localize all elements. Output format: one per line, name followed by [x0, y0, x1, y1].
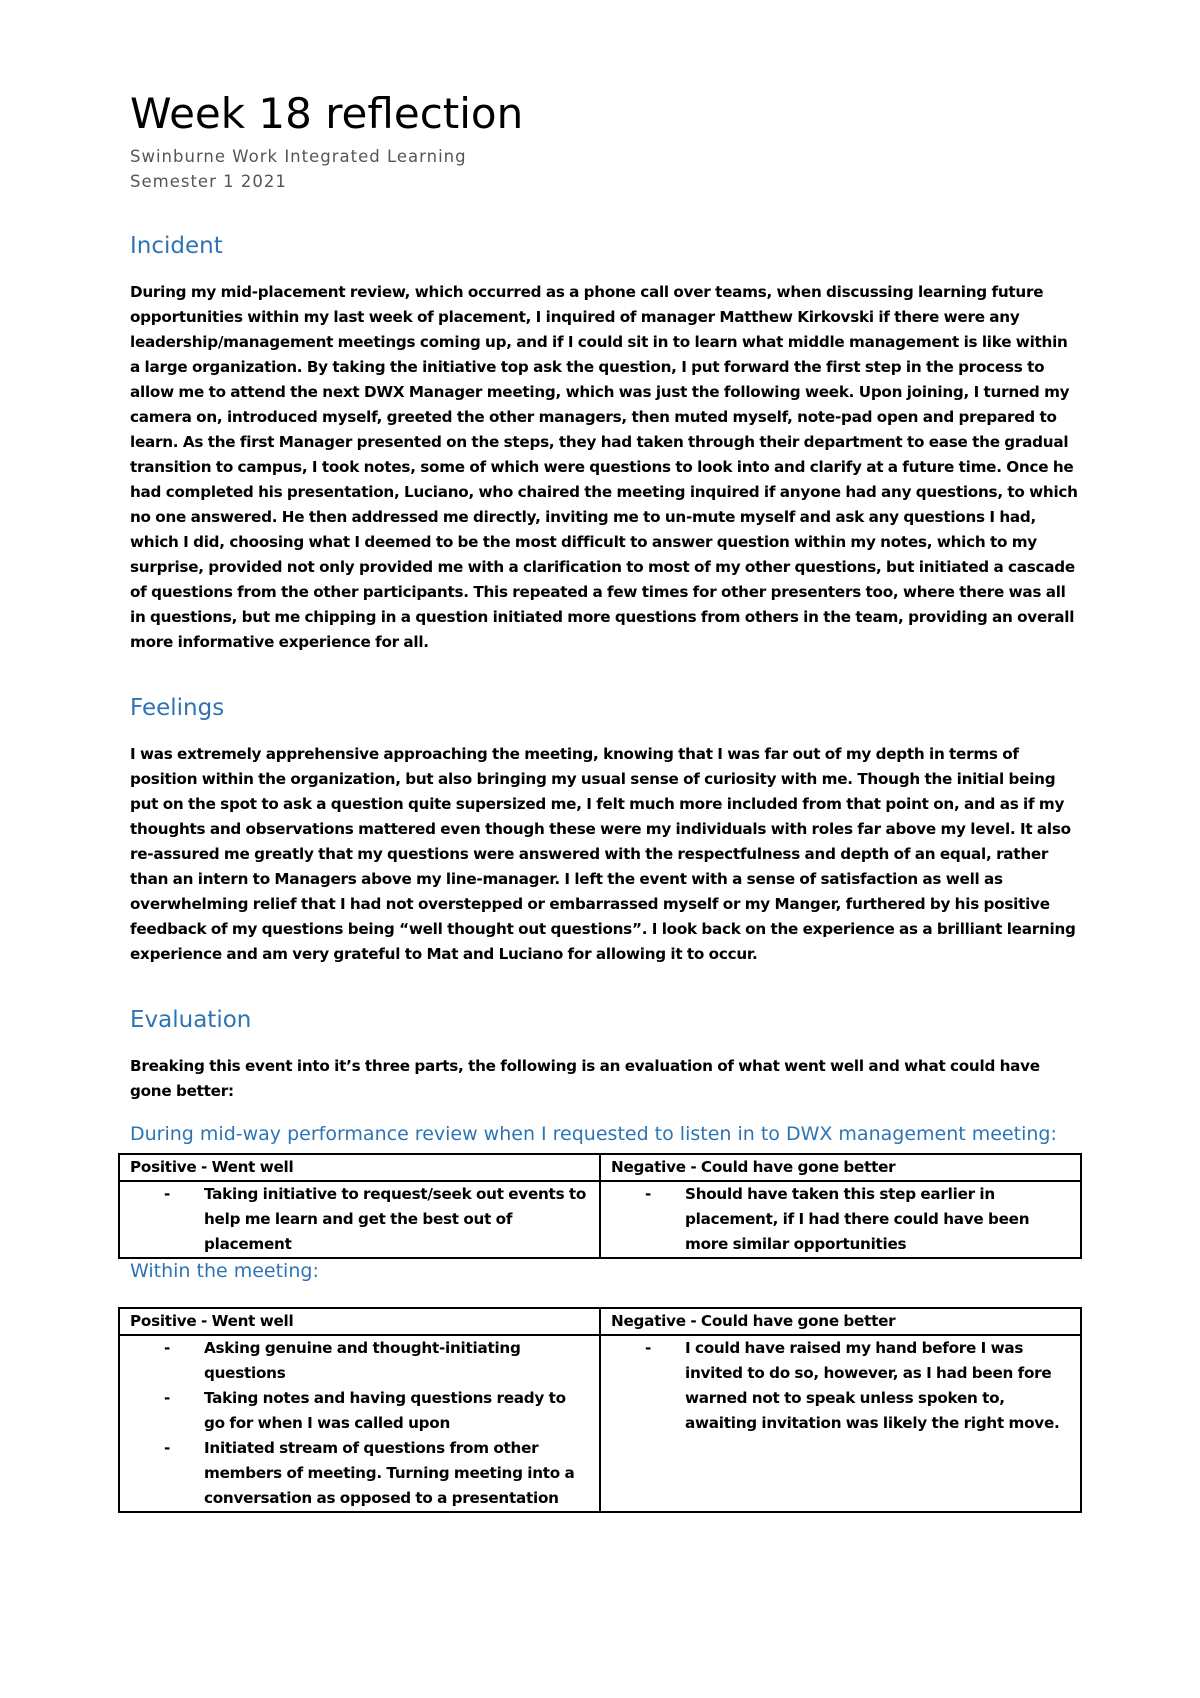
negative-cell: [600, 1335, 1081, 1512]
list-item: [611, 1182, 1070, 1257]
subtitle-line-organization: Swinburne Work Integrated Learning: [130, 147, 467, 166]
list-item-text: Taking notes and having questions ready to go for when I was called upon: [204, 1389, 566, 1432]
list-item-text: Taking initiative to request/seek out events to help me learn and get the best out of placement: [204, 1185, 587, 1253]
dash-bullet: -: [164, 1339, 171, 1357]
evaluation-part-1-heading: During mid-way performance review when I requested to listen in to DWX management meeting:: [130, 1123, 1057, 1145]
document-title: Week 18 reflection: [130, 89, 524, 138]
feelings-paragraph: I was extremely apprehensive approaching the meeting, knowing that I was far out of my depth in terms of position within the organization, but also bringing my usual sense of curiosity with me. Though the initial being put on the spot to ask a question quite supersized me, I felt much more included from that point on, and as if my thoughts and observations mattered even though these were my individuals with roles far above my level. It also re-assured me greatly that my questions were answered with the respectfulness and depth of an equal, rather than an intern to Managers above my line-manager. I left the event with a sense of satisfaction as well as overwhelming relief that I had not overstepped or embarrassed myself or my Manger, furthered by his positive feedback of my questions being “well thought out questions”. I look back on the experience as a brilliant learning experience and am very grateful to Mat and Luciano for allowing it to occur.: [130, 745, 1076, 963]
positive-cell: [119, 1181, 600, 1258]
table-header-row: [119, 1308, 1081, 1335]
list-item-text: Asking genuine and thought-initiating questions: [204, 1339, 521, 1382]
dash-bullet: -: [164, 1185, 171, 1203]
negative-cell: [600, 1181, 1081, 1258]
subtitle-line-semester: Semester 1 2021: [130, 172, 287, 191]
dash-bullet: -: [164, 1389, 171, 1407]
negative-column-header: Negative - Could have gone better: [600, 1308, 1081, 1335]
document-page: [130, 88, 1080, 1513]
feelings-heading: Feelings: [130, 695, 225, 721]
list-item: [130, 1336, 589, 1386]
dash-bullet: -: [645, 1339, 652, 1357]
positive-column-header: Positive - Went well: [119, 1154, 600, 1181]
positive-list: [130, 1182, 589, 1257]
list-item: [611, 1336, 1070, 1436]
positive-list: [130, 1336, 589, 1511]
list-item-text: Initiated stream of questions from other members of meeting. Turning meeting into a conversation as opposed to a presentation: [204, 1439, 575, 1507]
incident-heading: Incident: [130, 233, 223, 259]
positive-cell: [119, 1335, 600, 1512]
incident-paragraph: During my mid-placement review, which occurred as a phone call over teams, when discussing learning future opportunities within my last week of placement, I inquired of manager Matthew Kirkovski if there were any leadership/management meetings coming up, and if I could sit in to learn what middle management is like within a large organization. By taking the initiative top ask the question, I put forward the first step in the process to allow me to attend the next DWX Manager meeting, which was just the following week. Upon joining, I turned my camera on, introduced myself, greeted the other managers, then muted myself, note-pad open and prepared to learn. As the first Manager presented on the steps, they had taken through their department to ease the gradual transition to campus, I took notes, some of which were questions to look into and clarify at a future time. Once he had completed his presentation, Luciano, who chaired the meeting inquired if anyone had any questions, to which no one answered. He then addressed me directly, inviting me to un-mute myself and ask any questions I had, which I did, choosing what I deemed to be the most difficult to answer question within my notes, which to my surprise, provided not only provided me with a clarification to most of my other questions, but initiated a cascade of questions from the other participants. This repeated a few times for other presenters too, where there was all in questions, but me chipping in a question initiated more questions from others in the team, providing an overall more informative experience for all.: [130, 283, 1078, 651]
negative-list: [611, 1336, 1070, 1436]
dash-bullet: -: [164, 1439, 171, 1457]
evaluation-intro: Breaking this event into it’s three parts, the following is an evaluation of what went well and what could have gone better:: [130, 1057, 1040, 1100]
dash-bullet: -: [645, 1185, 652, 1203]
evaluation-table-2: [118, 1307, 1082, 1513]
evaluation-part-2-heading: Within the meeting:: [130, 1260, 319, 1282]
list-item: [130, 1386, 589, 1436]
negative-list: [611, 1182, 1070, 1257]
positive-column-header: Positive - Went well: [119, 1308, 600, 1335]
table-row: [119, 1335, 1081, 1512]
evaluation-table-1: [118, 1153, 1082, 1259]
table-row: [119, 1181, 1081, 1258]
negative-column-header: Negative - Could have gone better: [600, 1154, 1081, 1181]
evaluation-heading: Evaluation: [130, 1007, 252, 1033]
list-item-text: I could have raised my hand before I was invited to do so, however, as I had been fore warned not to speak unless spoken to, awaiting invitation was likely the right move.: [685, 1339, 1060, 1432]
table-header-row: [119, 1154, 1081, 1181]
list-item: [130, 1436, 589, 1511]
list-item: [130, 1182, 589, 1257]
list-item-text: Should have taken this step earlier in placement, if I had there could have been more similar opportunities: [685, 1185, 1030, 1253]
